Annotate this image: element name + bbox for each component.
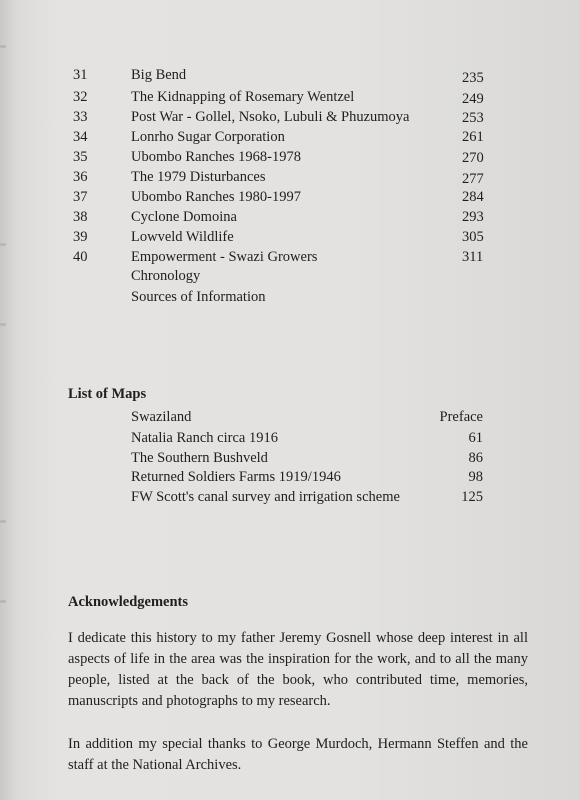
- chapter-number: 38: [73, 209, 88, 225]
- binding-hole: [0, 600, 6, 603]
- binding-hole: [0, 520, 6, 523]
- map-entry: [0, 407, 579, 427]
- map-entry: [0, 448, 579, 468]
- chapter-title: The Kidnapping of Rosemary Wentzel: [131, 89, 355, 105]
- chapter-title: Lonrho Sugar Corporation: [131, 129, 285, 145]
- toc-entry: [0, 187, 579, 207]
- map-entry: [0, 487, 579, 507]
- toc-entry: [0, 227, 579, 247]
- map-title: The Southern Bushveld: [131, 450, 268, 466]
- toc-entry: [0, 167, 579, 187]
- chapter-number: 39: [73, 229, 88, 245]
- chapter-title: Chronology: [131, 268, 201, 284]
- toc-entry: [0, 65, 579, 85]
- map-page: 98: [468, 469, 483, 485]
- chapter-title: Big Bend: [131, 67, 187, 83]
- map-title: Swaziland: [131, 409, 192, 425]
- chapter-title: Lowveld Wildlife: [131, 229, 234, 245]
- chapter-title: The 1979 Disturbances: [131, 169, 266, 185]
- map-entry: [0, 428, 579, 448]
- toc-entry: [0, 287, 579, 307]
- chapter-number: 33: [73, 109, 88, 125]
- chapter-title: Empowerment - Swazi Growers: [131, 249, 318, 265]
- chapter-number: 35: [73, 149, 88, 165]
- chapter-number: 36: [73, 169, 88, 185]
- chapter-number: 37: [73, 189, 88, 205]
- map-title: Natalia Ranch circa 1916: [131, 430, 278, 446]
- chapter-page: 277: [462, 171, 484, 187]
- chapter-page: 305: [462, 229, 484, 245]
- map-title: FW Scott's canal survey and irrigation scheme: [131, 489, 400, 505]
- map-entry: [0, 467, 579, 487]
- binding-hole: [0, 323, 6, 326]
- toc-entry: [0, 87, 579, 107]
- chapter-page: 293: [462, 209, 484, 225]
- toc-entry: [0, 127, 579, 147]
- toc-entry: [0, 147, 579, 167]
- chapter-page: 284: [462, 189, 484, 205]
- map-page: 61: [468, 430, 483, 446]
- acknowledgements-paragraph: In addition my special thanks to George Murdoch, Hermann Steffen and the staff at the National Archives.: [68, 736, 528, 773]
- map-page: 86: [468, 450, 483, 466]
- toc-entry: [0, 247, 579, 267]
- toc-entry: [0, 266, 579, 286]
- chapter-page: 235: [462, 70, 484, 86]
- map-page: 125: [461, 489, 483, 505]
- chapter-number: 34: [73, 129, 88, 145]
- maps-heading: List of Maps: [68, 386, 147, 402]
- binding-hole: [0, 45, 6, 48]
- acknowledgements-paragraph: I dedicate this history to my father Jeremy Gosnell whose deep interest in all aspects of life in the area was the inspiration for the work, and to all the many people, listed at the back of the book, who contributed time, memories, manuscripts and photographs to my research.: [68, 630, 528, 709]
- chapter-title: Ubombo Ranches 1980-1997: [131, 189, 301, 205]
- chapter-page: 249: [462, 91, 484, 107]
- chapter-number: 40: [73, 249, 88, 265]
- map-page: Preface: [439, 409, 483, 425]
- chapter-page: 253: [462, 110, 484, 126]
- map-title: Returned Soldiers Farms 1919/1946: [131, 469, 341, 485]
- chapter-page: 261: [462, 129, 484, 145]
- acknowledgements-heading: Acknowledgements: [68, 594, 189, 610]
- chapter-page: 311: [462, 249, 484, 265]
- chapter-number: 32: [73, 89, 88, 105]
- chapter-title: Cyclone Domoina: [131, 209, 237, 225]
- chapter-title: Sources of Information: [131, 289, 266, 305]
- toc-entry: [0, 207, 579, 227]
- toc-entry: [0, 107, 579, 127]
- chapter-number: 31: [73, 67, 88, 83]
- chapter-title: Post War - Gollel, Nsoko, Lubuli & Phuzumoya: [131, 109, 410, 125]
- chapter-page: 270: [462, 150, 484, 166]
- chapter-title: Ubombo Ranches 1968-1978: [131, 149, 301, 165]
